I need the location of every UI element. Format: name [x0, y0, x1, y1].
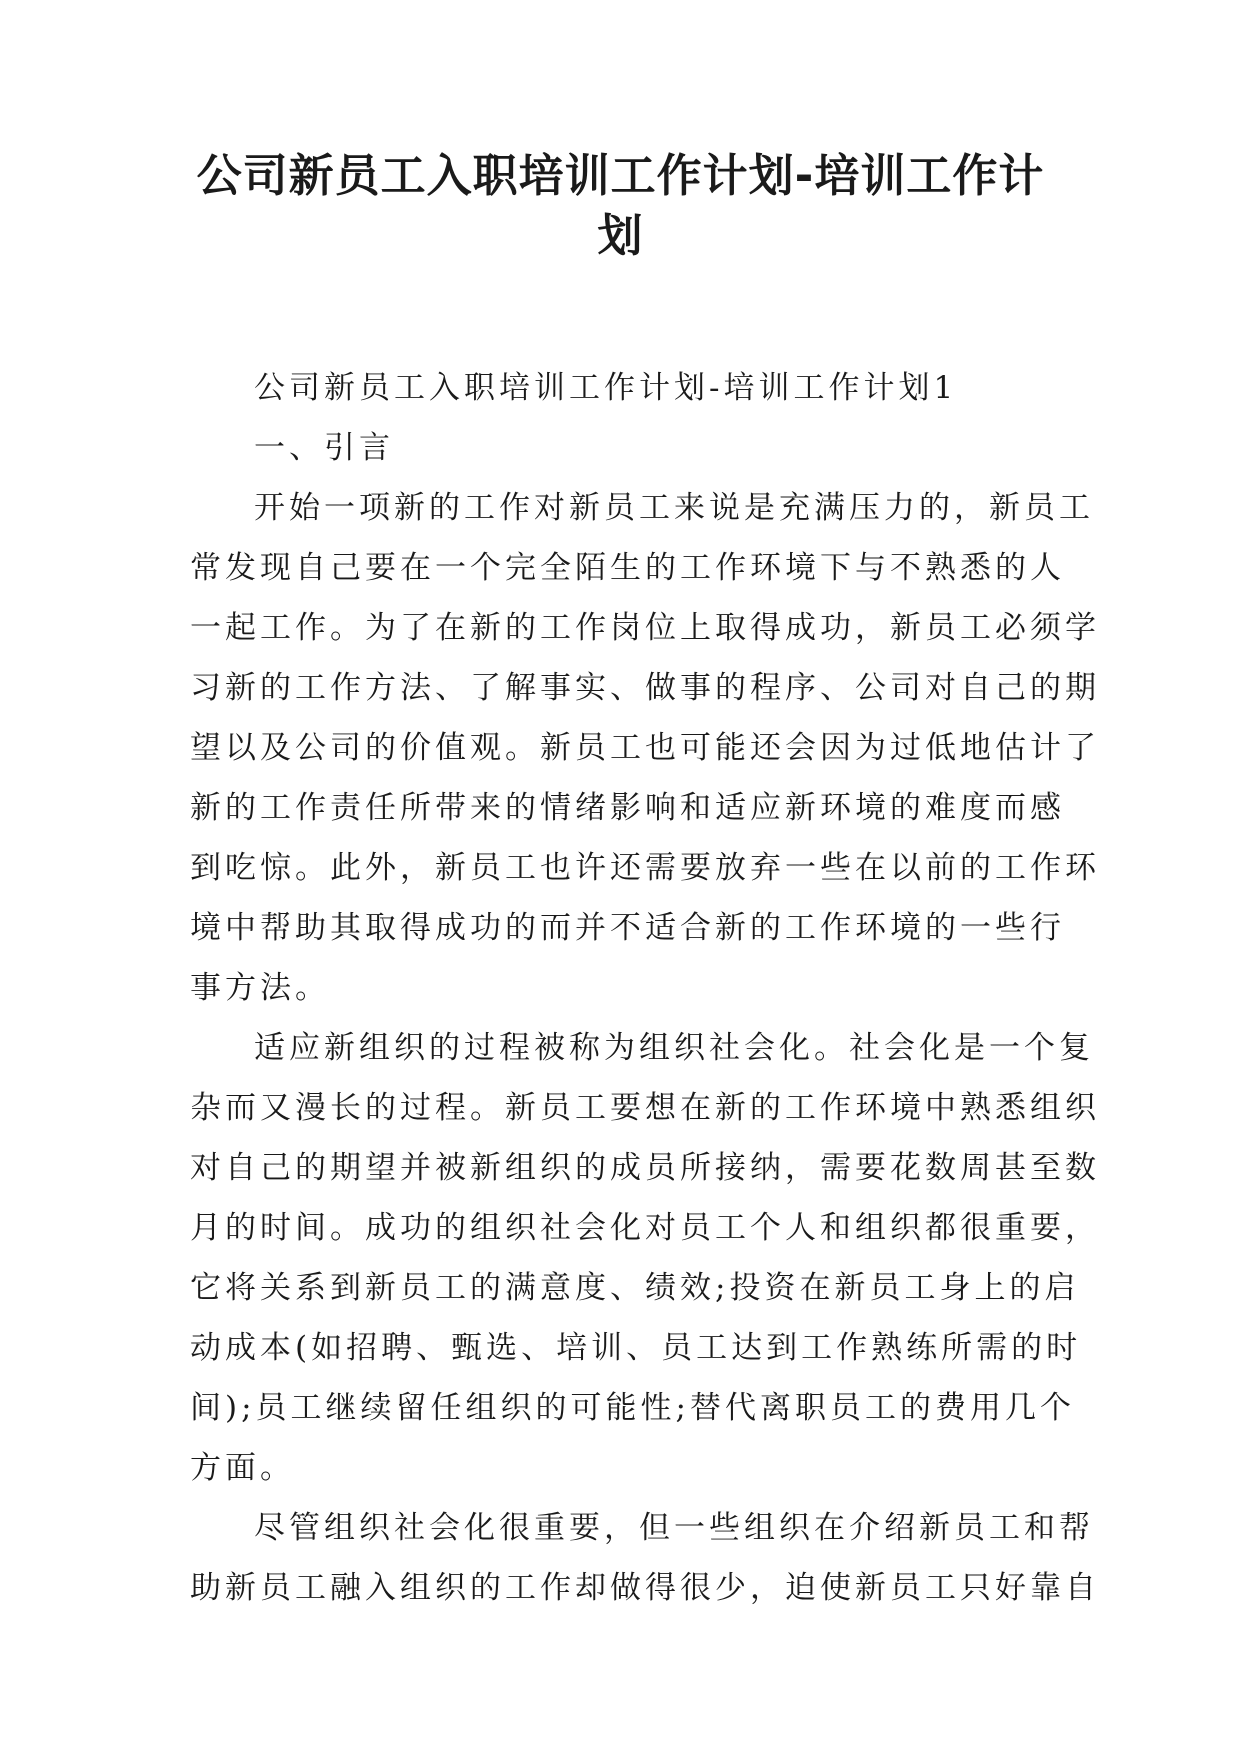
paragraph	[190, 1498, 1100, 1618]
document-title	[190, 146, 1051, 266]
title-line: 划	[597, 209, 644, 262]
text-line: 公司新员工入职培训工作计划-培训工作计划1	[254, 370, 958, 406]
text-line: 它将关系到新员工的满意度、绩效;投资在新员工身上的启	[190, 1270, 1080, 1306]
text-line: 尽管组织社会化很重要，但一些组织在介绍新员工和帮	[254, 1510, 1094, 1546]
section-heading	[190, 418, 1050, 478]
paragraph	[190, 478, 1100, 1018]
text-line: 一、引言	[254, 430, 394, 466]
text-line: 适应新组织的过程被称为组织社会化。社会化是一个复	[254, 1030, 1094, 1066]
text-line: 动成本(如招聘、甄选、培训、员工达到工作熟练所需的时	[190, 1330, 1082, 1366]
document-body	[190, 358, 1100, 1618]
text-line: 到吃惊。此外，新员工也许还需要放弃一些在以前的工作环	[190, 850, 1100, 886]
text-line: 一起工作。为了在新的工作岗位上取得成功，新员工必须学	[190, 610, 1100, 646]
section-heading	[190, 358, 1050, 418]
text-line: 方面。	[190, 1450, 295, 1486]
title-line: 公司新员工入职培训工作计划-培训工作计	[196, 149, 1045, 202]
text-line: 习新的工作方法、了解事实、做事的程序、公司对自己的期	[190, 670, 1100, 706]
text-line: 助新员工融入组织的工作却做得很少，迫使新员工只好靠自	[190, 1570, 1100, 1606]
text-line: 境中帮助其取得成功的而并不适合新的工作环境的一些行	[190, 910, 1065, 946]
paragraph	[190, 1018, 1100, 1498]
text-line: 常发现自己要在一个完全陌生的工作环境下与不熟悉的人	[190, 550, 1065, 586]
text-line: 新的工作责任所带来的情绪影响和适应新环境的难度而感	[190, 790, 1065, 826]
text-line: 月的时间。成功的组织社会化对员工个人和组织都很重要，	[190, 1210, 1100, 1246]
text-line: 望以及公司的价值观。新员工也可能还会因为过低地估计了	[190, 730, 1100, 766]
text-line: 对自己的期望并被新组织的成员所接纳，需要花数周甚至数	[190, 1150, 1100, 1186]
text-line: 开始一项新的工作对新员工来说是充满压力的，新员工	[254, 490, 1094, 526]
text-line: 间);员工继续留任组织的可能性;替代离职员工的费用几个	[190, 1390, 1075, 1426]
text-line: 杂而又漫长的过程。新员工要想在新的工作环境中熟悉组织	[190, 1090, 1100, 1126]
text-line: 事方法。	[190, 970, 330, 1006]
